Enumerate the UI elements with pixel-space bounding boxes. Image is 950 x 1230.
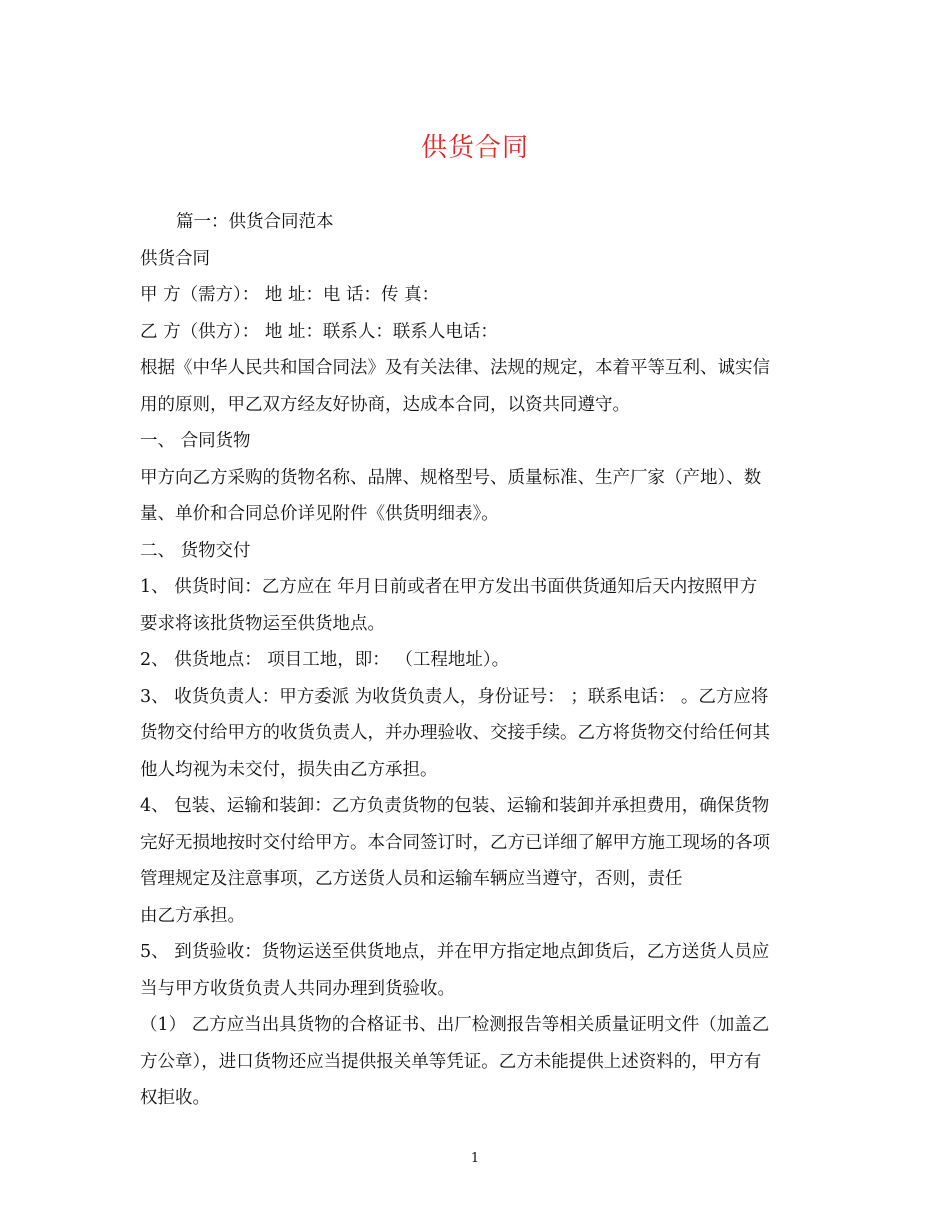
page-number: 1 [470, 1151, 480, 1166]
paragraph-line: 完好无损地按时交付给甲方。本合同签订时，乙方已详细了解甲方施工现场的各项 [140, 832, 770, 853]
document-title: 供货合同 [420, 133, 529, 163]
paragraph-line: 甲 方（需方）： 地 址：电 话：传 真： [140, 285, 440, 305]
section-heading: 篇一：供货合同范本 [176, 212, 334, 232]
paragraph-line: 由乙方承担。 [140, 905, 245, 926]
paragraph-line: 根据《中华人民共和国合同法》及有关法律、法规的规定，本着平等互利、诚实信 [140, 358, 770, 378]
paragraph-line: 当与甲方收货负责人共同办理到货验收。 [140, 978, 455, 999]
paragraph-line: 2、 供货地点： 项目工地，即： （工程地址）。 [140, 650, 510, 670]
paragraph-line: 供货合同 [140, 248, 210, 269]
document-body [140, 204, 812, 1117]
paragraph-line: （1） 乙方应当出具货物的合格证书、出厂检测报告等相关质量证明文件（加盖乙 [140, 1015, 770, 1035]
paragraph-line: 量、单价和合同总价详见附件《供货明细表》。 [140, 504, 499, 524]
paragraph-line: 要求将该批货物运至供货地点。 [140, 613, 385, 634]
paragraph-line: 甲方向乙方采购的货物名称、品牌、规格型号、质量标准、生产厂家（产地）、数 [140, 467, 762, 488]
paragraph-line: 他人均视为未交付，损失由乙方承担。 [140, 759, 438, 780]
paragraph-line: 方公章），进口货物还应当提供报关单等凭证。乙方未能提供上述资料的，甲方有 [140, 1051, 762, 1072]
paragraph-line: 4、 包装、运输和装卸：乙方负责货物的包装、运输和装卸并承担费用，确保货物 [140, 796, 770, 816]
paragraph-line: 5、 到货验收：货物运送至供货地点，并在甲方指定地点卸货后，乙方送货人员应 [140, 942, 770, 962]
clause-heading: 二、 货物交付 [140, 540, 251, 561]
clause-heading: 一、 合同货物 [140, 431, 251, 451]
paragraph-line: 1、 供货时间：乙方应在 年月日前或者在甲方发出书面供货通知后天内按照甲方 [140, 577, 758, 597]
paragraph-line: 3、 收货负责人：甲方委派 为收货负责人，身份证号： ；联系电话： 。乙方应将 [140, 686, 769, 707]
paragraph-line: 货物交付给甲方的收货负责人，并办理验收、交接手续。乙方将货物交付给任何其 [140, 723, 770, 743]
paragraph-line: 管理规定及注意事项，乙方送货人员和运输车辆应当遵守，否则，责任 [140, 869, 683, 889]
paragraph-line: 乙 方（供方）： 地 址：联系人：联系人电话： [140, 321, 498, 342]
paragraph-line: 权拒收。 [140, 1088, 210, 1108]
paragraph-line: 用的原则，甲乙双方经友好协商，达成本合同，以资共同遵守。 [140, 394, 630, 415]
